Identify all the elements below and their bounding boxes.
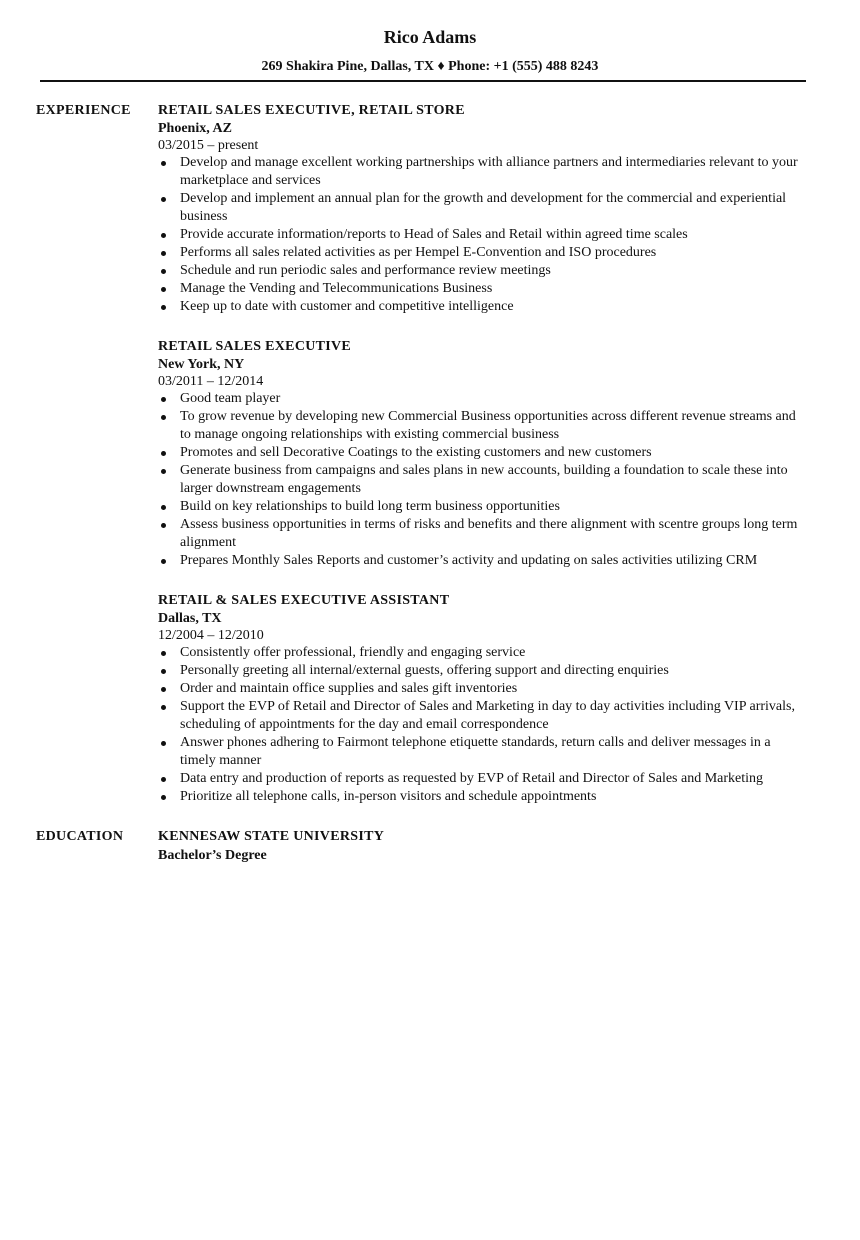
experience-heading: EXPERIENCE xyxy=(36,103,131,118)
responsibility-item xyxy=(158,662,808,680)
responsibility-text: Provide accurate information/reports to Head of Sales and Retail within agreed time scales xyxy=(180,227,688,242)
job-responsibilities xyxy=(158,644,808,806)
responsibility-text: Develop and manage excellent working partnerships with alliance partners and intermediaries relevant to your marketplace and services xyxy=(180,155,798,188)
responsibility-text: Consistently offer professional, friendly and engaging service xyxy=(180,645,526,660)
candidate-name: Rico Adams xyxy=(383,27,477,47)
bullet-icon xyxy=(161,251,166,256)
responsibility-item xyxy=(158,298,808,316)
bullet-icon xyxy=(161,795,166,800)
bullet-icon xyxy=(161,415,166,420)
responsibility-item xyxy=(158,698,808,734)
responsibility-item xyxy=(158,498,808,516)
job-title: RETAIL SALES EXECUTIVE, RETAIL STORE xyxy=(158,103,465,118)
responsibility-item xyxy=(158,190,808,226)
bullet-icon xyxy=(161,233,166,238)
job-entry xyxy=(158,592,808,806)
responsibility-text: Data entry and production of reports as requested by EVP of Retail and Director of Sales and Marketing xyxy=(180,771,764,786)
responsibility-item xyxy=(158,462,808,498)
bullet-icon xyxy=(161,161,166,166)
bullet-icon xyxy=(161,469,166,474)
responsibility-text: Good team player xyxy=(180,391,281,406)
contact-line: 269 Shakira Pine, Dallas, TX ♦ Phone: +1 (555) 488 8243 xyxy=(261,59,599,74)
job-title: RETAIL SALES EXECUTIVE xyxy=(158,339,352,354)
responsibility-item xyxy=(158,154,808,190)
responsibility-item xyxy=(158,244,808,262)
bullet-icon xyxy=(161,777,166,782)
responsibility-item xyxy=(158,280,808,298)
responsibility-text: Prioritize all telephone calls, in-person visitors and schedule appointments xyxy=(180,789,597,804)
responsibility-item xyxy=(158,680,808,698)
responsibility-item xyxy=(158,644,808,662)
responsibility-item xyxy=(158,734,808,770)
responsibility-item xyxy=(158,770,808,788)
bullet-icon xyxy=(161,197,166,202)
responsibility-text: Prepares Monthly Sales Reports and customer’s activity and updating on sales activities utilizing CRM xyxy=(180,553,758,568)
responsibility-text: Develop and implement an annual plan for the growth and development for the commercial and experiential business xyxy=(180,191,787,224)
job-responsibilities xyxy=(158,390,808,570)
responsibility-item xyxy=(158,516,808,552)
job-responsibilities xyxy=(158,154,808,316)
responsibility-text: Keep up to date with customer and competitive intelligence xyxy=(180,299,514,314)
degree-name: Bachelor’s Degree xyxy=(158,848,267,863)
header-divider xyxy=(40,80,806,82)
bullet-icon xyxy=(161,523,166,528)
responsibility-item xyxy=(158,788,808,806)
bullet-icon xyxy=(161,705,166,710)
responsibility-text: Schedule and run periodic sales and performance review meetings xyxy=(180,263,551,278)
education-heading: EDUCATION xyxy=(36,829,124,844)
bullet-icon xyxy=(161,305,166,310)
responsibility-text: Generate business from campaigns and sales plans in new accounts, building a foundation to scale these into larger downstream engagements xyxy=(180,463,788,496)
experience-section xyxy=(36,102,808,806)
education-entry xyxy=(158,828,808,866)
responsibility-text: To grow revenue by developing new Commercial Business opportunities across different revenue streams and to manage ongoing relationships with existing commercial business xyxy=(180,409,796,442)
responsibility-text: Order and maintain office supplies and sales gift inventories xyxy=(180,681,518,696)
bullet-icon xyxy=(161,687,166,692)
responsibility-text: Build on key relationships to build long term business opportunities xyxy=(180,499,560,514)
responsibility-text: Performs all sales related activities as per Hempel E-Convention and ISO procedures xyxy=(180,245,657,260)
job-dates: 12/2004 – 12/2010 xyxy=(158,628,264,643)
responsibility-text: Answer phones adhering to Fairmont telephone etiquette standards, return calls and deliver messages in a timely manner xyxy=(180,735,771,768)
resume-header xyxy=(0,0,860,82)
responsibility-text: Promotes and sell Decorative Coatings to the existing customers and new customers xyxy=(180,445,652,460)
job-location: Dallas, TX xyxy=(158,611,222,626)
responsibility-item xyxy=(158,444,808,462)
bullet-icon xyxy=(161,451,166,456)
responsibility-text: Support the EVP of Retail and Director of Sales and Marketing in day to day activities including VIP arrivals, scheduling of appointments for the day and email correspondence xyxy=(180,699,795,732)
bullet-icon xyxy=(161,505,166,510)
responsibility-item xyxy=(158,390,808,408)
school-name: KENNESAW STATE UNIVERSITY xyxy=(158,829,385,844)
responsibility-item xyxy=(158,226,808,244)
responsibility-item xyxy=(158,408,808,444)
job-dates: 03/2011 – 12/2014 xyxy=(158,374,264,389)
responsibility-text: Assess business opportunities in terms of risks and benefits and there alignment with scentre groups long term alignment xyxy=(180,517,798,550)
job-location: New York, NY xyxy=(158,357,245,372)
experience-list xyxy=(158,102,808,806)
education-section xyxy=(36,828,808,866)
job-entry xyxy=(158,102,808,316)
responsibility-item xyxy=(158,552,808,570)
job-title: RETAIL & SALES EXECUTIVE ASSISTANT xyxy=(158,593,450,608)
bullet-icon xyxy=(161,269,166,274)
bullet-icon xyxy=(161,397,166,402)
job-entry xyxy=(158,338,808,570)
job-location: Phoenix, AZ xyxy=(158,121,232,136)
responsibility-text: Personally greeting all internal/external guests, offering support and directing enquiries xyxy=(180,663,669,678)
job-dates: 03/2015 – present xyxy=(158,138,259,153)
bullet-icon xyxy=(161,559,166,564)
bullet-icon xyxy=(161,741,166,746)
bullet-icon xyxy=(161,651,166,656)
bullet-icon xyxy=(161,287,166,292)
responsibility-text: Manage the Vending and Telecommunications Business xyxy=(180,281,493,296)
bullet-icon xyxy=(161,669,166,674)
responsibility-item xyxy=(158,262,808,280)
